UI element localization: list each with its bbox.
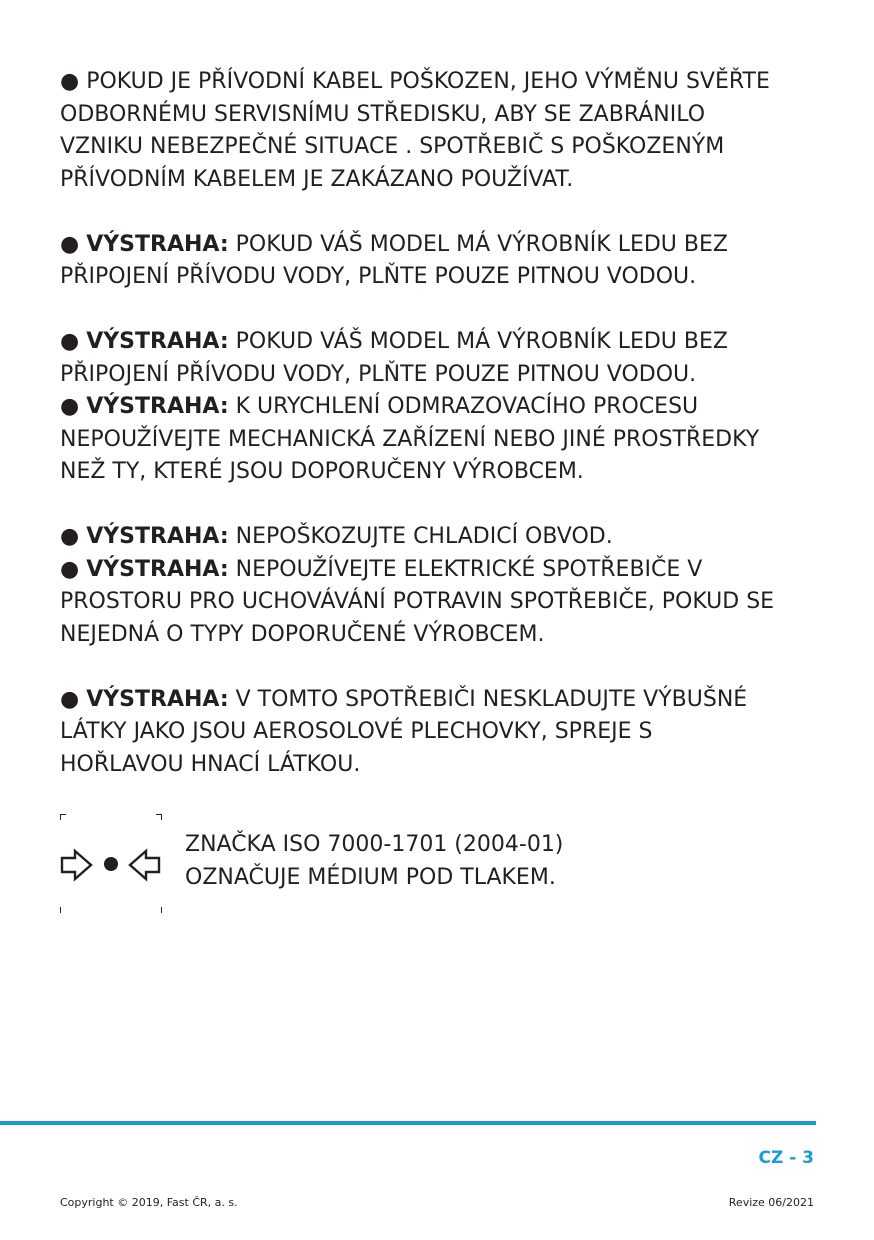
bullet-icon: ● [60,69,80,94]
warning-label: VÝSTRAHA: [86,394,229,419]
warning-line: VZNIKU NEBEZPEČNÉ SITUACE . SPOTŘEBIČ S POŠKOZENÝM [60,134,725,159]
warning-line: PROSTORU PRO UCHOVÁVÁNÍ POTRAVIN SPOTŘEBIČE, POKUD SE [60,589,775,614]
warning-line [60,391,820,424]
warning-label: VÝSTRAHA: [86,556,229,582]
warning-label: VÝSTRAHA: [86,329,229,354]
bullet-icon: ● [60,556,80,582]
iso-symbol-block [60,814,660,914]
warning-paragraph-1 [60,66,820,196]
warning-line: HOŘLAVOU HNACÍ LÁTKOU. [60,751,361,777]
warning-paragraph-5 [60,684,820,782]
warning-paragraph-4 [60,521,820,651]
warning-paragraph-2 [60,229,820,294]
warning-line: PŘIPOJENÍ PŘÍVODU VODY, PLŇTE POUZE PITNOU VODOU. [60,264,697,289]
warning-line [60,66,820,99]
bullet-icon: ● [60,686,80,712]
warning-line [60,229,820,262]
warning-line: LÁTKY JAKO JSOU AEROSOLOVÉ PLECHOVKY, SPREJE S [60,719,653,744]
warning-line [60,684,820,717]
bullet-icon: ● [60,231,80,257]
warning-label: VÝSTRAHA: [86,231,229,257]
warning-text: NEPOUŽÍVEJTE ELEKTRICKÉ SPOTŘEBIČE V [235,556,703,582]
footer-divider [0,1121,816,1125]
copyright-notice: Copyright © 2019, Fast ČR, a. s. [60,1196,238,1209]
warning-line [60,554,820,587]
warning-text: POKUD VÁŠ MODEL MÁ VÝROBNÍK LEDU BEZ [235,231,728,257]
warning-line [60,326,820,359]
warning-text: K URYCHLENÍ ODMRAZOVACÍHO PROCESU [235,394,699,419]
warning-paragraph-3 [60,326,820,489]
bullet-icon: ● [60,329,80,354]
warning-label: VÝSTRAHA: [86,686,229,712]
warnings-content [60,66,820,781]
warning-text: POKUD JE PŘÍVODNÍ KABEL POŠKOZEN, JEHO VÝMĚNU SVĚŘTE [86,69,770,94]
iso-symbol-code: ZNAČKA ISO 7000-1701 (2004-01) [185,832,564,857]
warning-line [60,521,820,554]
warning-line: NEŽ TY, KTERÉ JSOU DOPORUČENY VÝROBCEM. [60,459,584,484]
revision-label: Revize 06/2021 [728,1196,814,1209]
page-number: CZ - 3 [758,1148,814,1168]
warning-text: V TOMTO SPOTŘEBIČI NESKLADUJTE VÝBUŠNÉ [235,686,748,712]
warning-line: PŘIPOJENÍ PŘÍVODU VODY, PLŇTE POUZE PITNOU VODOU. [60,361,697,387]
iso-symbol-description [185,828,563,894]
warning-label: VÝSTRAHA: [86,524,229,549]
warning-text: NEPOŠKOZUJTE CHLADICÍ OBVOD. [235,524,613,549]
warning-text: POKUD VÁŠ MODEL MÁ VÝROBNÍK LEDU BEZ [235,329,728,354]
warning-line: PŘÍVODNÍM KABELEM JE ZAKÁZANO POUŽÍVAT. [60,166,574,192]
bullet-icon: ● [60,524,80,549]
iso-symbol-meaning: OZNAČUJE MÉDIUM POD TLAKEM. [185,865,556,890]
bullet-icon: ● [60,394,80,419]
warning-line: ODBORNÉMU SERVISNÍMU STŘEDISKU, ABY SE ZABRÁNILO [60,101,706,127]
warning-line: NEJEDNÁ O TYPY DOPORUČENÉ VÝROBCEM. [60,621,545,647]
warning-line: NEPOUŽÍVEJTE MECHANICKÁ ZAŘÍZENÍ NEBO JINÉ PROSTŘEDKY [60,426,760,452]
pressurized-medium-icon [60,814,162,914]
